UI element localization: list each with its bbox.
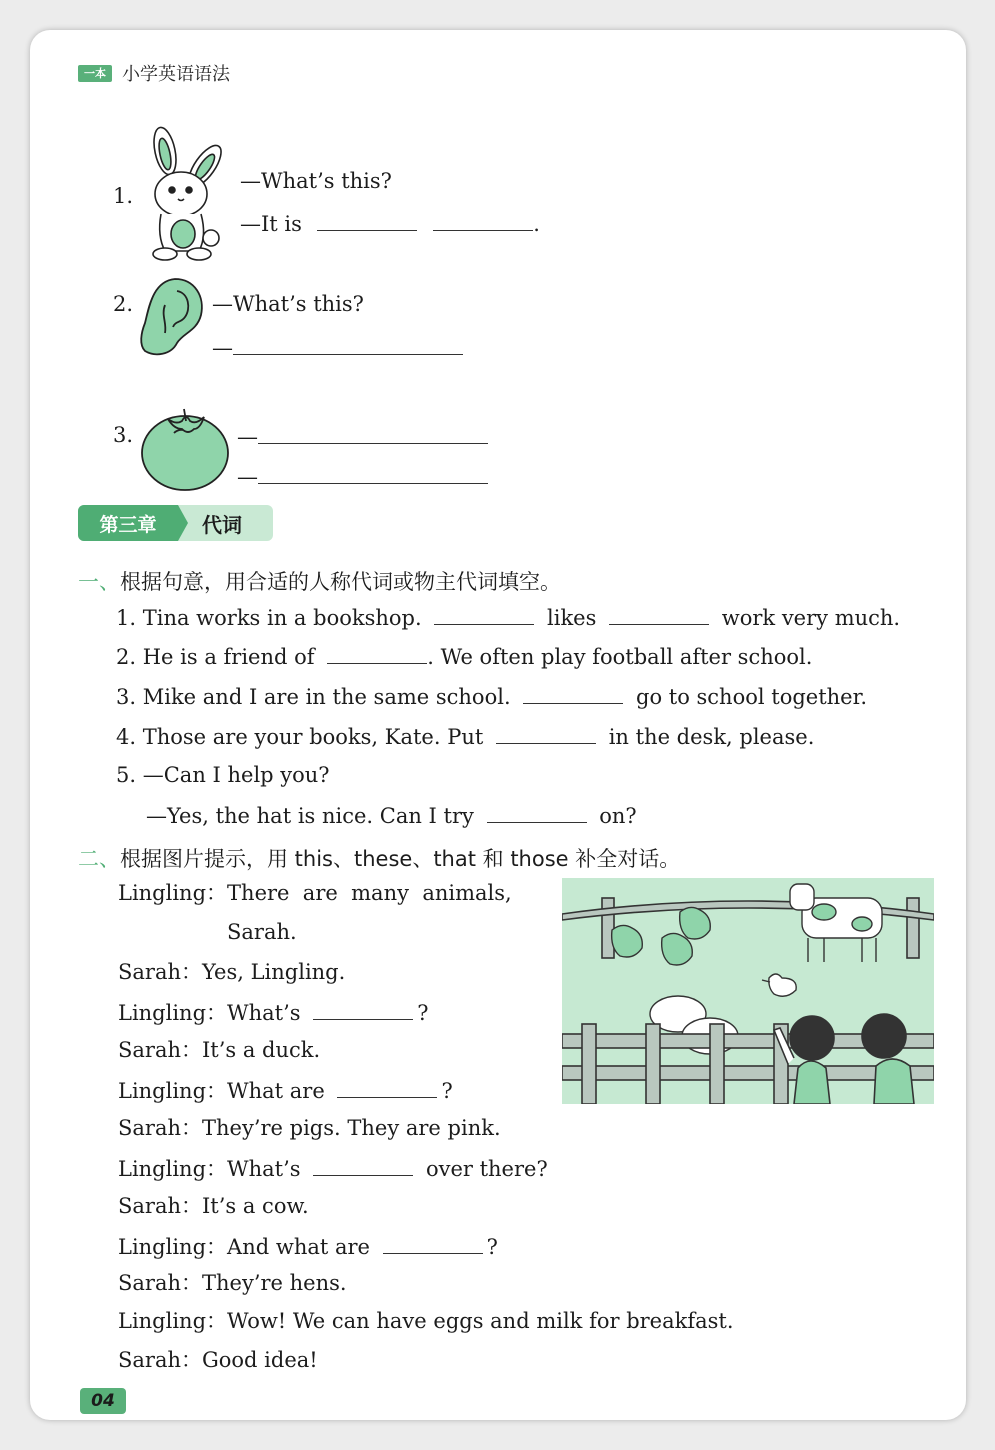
answer-line bbox=[237, 425, 488, 448]
exercise-item bbox=[116, 685, 867, 708]
section-title: 根据句意，用合适的人称代词或物主代词填空。 bbox=[120, 570, 561, 594]
answer-line bbox=[212, 336, 463, 359]
answer-blank[interactable] bbox=[496, 725, 596, 744]
dialogue-text: ? bbox=[417, 1001, 429, 1025]
question-number: 1. bbox=[113, 184, 134, 208]
answer-blank[interactable] bbox=[313, 1001, 413, 1020]
speaker-name: Lingling bbox=[118, 1157, 207, 1181]
item-number: 2. bbox=[116, 645, 137, 669]
dialogue-line bbox=[118, 1350, 318, 1371]
exercise-item bbox=[116, 725, 814, 748]
speaker-name: Lingling bbox=[118, 1309, 207, 1333]
answer-line bbox=[237, 465, 488, 488]
speaker-separator: ： bbox=[181, 1116, 202, 1140]
answer-blank[interactable] bbox=[383, 1235, 483, 1254]
line-prefix: — bbox=[237, 425, 258, 449]
exercise-item bbox=[146, 804, 637, 827]
answer-line bbox=[240, 212, 540, 235]
item-number: 5. bbox=[116, 763, 137, 787]
section-heading bbox=[78, 843, 680, 873]
item-number: 1. bbox=[116, 606, 137, 630]
tomato-illustration bbox=[138, 405, 232, 493]
dialogue-text: What’s bbox=[227, 1001, 301, 1025]
dialogue-text: They’re pigs. They are pink. bbox=[202, 1116, 501, 1140]
item-text: likes bbox=[547, 606, 597, 630]
answer-blank[interactable] bbox=[487, 804, 587, 823]
item-text: He is a friend of bbox=[142, 645, 315, 669]
dialogue-text: ? bbox=[441, 1079, 453, 1103]
chapter-tag: 第三章 bbox=[78, 505, 178, 541]
dialogue-line bbox=[118, 1273, 347, 1294]
item-text: Those are your books, Kate. Put bbox=[142, 725, 484, 749]
speaker-name: Sarah bbox=[118, 1038, 181, 1062]
answer-blank[interactable] bbox=[523, 685, 623, 704]
line-prefix: —It is bbox=[240, 212, 302, 236]
section-title: 根据图片提示，用 this、these、that 和 those 补全对话。 bbox=[120, 847, 681, 871]
dialogue-text: And what are bbox=[227, 1235, 370, 1259]
exercise-item bbox=[116, 645, 812, 668]
speaker-name: Sarah bbox=[118, 1271, 181, 1295]
dialogue-line bbox=[118, 1157, 548, 1180]
exercise-item bbox=[116, 606, 900, 629]
speaker-name: Sarah bbox=[118, 1116, 181, 1140]
dialogue-text: It’s a duck. bbox=[202, 1038, 321, 1062]
dialogue-text: What’s bbox=[227, 1157, 301, 1181]
speaker-name: Sarah bbox=[118, 1194, 181, 1218]
speaker-name: Lingling bbox=[118, 1079, 207, 1103]
speaker-separator: ： bbox=[206, 1079, 228, 1103]
book-title: 小学英语语法 bbox=[122, 64, 230, 85]
item-number: 4. bbox=[116, 725, 137, 749]
speaker-name: Lingling bbox=[118, 1235, 207, 1259]
speaker-separator: ： bbox=[206, 1235, 228, 1259]
line-suffix: . bbox=[533, 212, 540, 236]
answer-blank[interactable] bbox=[233, 336, 463, 355]
item-text: Tina works in a bookshop. bbox=[142, 606, 422, 630]
answer-blank[interactable] bbox=[433, 212, 533, 231]
speaker-name: Lingling bbox=[118, 1001, 207, 1025]
dialogue-text: What are bbox=[227, 1079, 325, 1103]
item-text: work very much. bbox=[721, 606, 901, 630]
dialogue-line: —What’s this? bbox=[240, 169, 392, 193]
chapter-name: 代词 bbox=[202, 512, 242, 537]
speaker-separator: ： bbox=[181, 1038, 202, 1062]
answer-blank[interactable] bbox=[434, 606, 534, 625]
answer-blank[interactable] bbox=[327, 645, 427, 664]
answer-blank[interactable] bbox=[609, 606, 709, 625]
dialogue-line bbox=[118, 883, 512, 904]
exercise-item bbox=[116, 765, 330, 786]
dialogue-line bbox=[118, 1118, 501, 1139]
item-text: Mike and I are in the same school. bbox=[142, 685, 511, 709]
dialogue-text: Wow! We can have eggs and milk for breakfast. bbox=[227, 1309, 734, 1333]
dialogue-text: Yes, Lingling. bbox=[202, 960, 346, 984]
speaker-separator: ： bbox=[181, 1194, 202, 1218]
item-text: . We often play football after school. bbox=[427, 645, 813, 669]
speaker-separator: ： bbox=[181, 1271, 202, 1295]
dialogue-line bbox=[118, 1196, 309, 1217]
dialogue-text: It’s a cow. bbox=[202, 1194, 309, 1218]
dialogue-line bbox=[118, 962, 345, 983]
speaker-separator: ： bbox=[181, 960, 202, 984]
line-prefix: — bbox=[237, 465, 258, 489]
answer-blank[interactable] bbox=[317, 212, 417, 231]
dialogue-line-continued: Sarah. bbox=[227, 920, 297, 944]
section-heading bbox=[78, 566, 561, 596]
brand-logo: 一本 bbox=[78, 65, 112, 82]
question-number: 3. bbox=[113, 423, 134, 447]
rabbit-illustration bbox=[143, 126, 233, 264]
speaker-name: Lingling bbox=[118, 881, 207, 905]
farm-illustration bbox=[562, 878, 934, 1104]
dialogue-text: They’re hens. bbox=[202, 1271, 347, 1295]
dialogue-line bbox=[118, 1311, 734, 1332]
item-text: —Yes, the hat is nice. Can I try bbox=[146, 804, 474, 828]
dialogue-text: There are many animals, bbox=[227, 881, 512, 905]
question-number: 2. bbox=[113, 292, 134, 316]
dialogue-line bbox=[118, 1079, 453, 1102]
chapter-arrow-icon bbox=[178, 505, 188, 541]
speaker-separator: ： bbox=[206, 1157, 228, 1181]
dialogue-text: ? bbox=[486, 1235, 498, 1259]
speaker-name: Sarah bbox=[118, 960, 181, 984]
line-prefix: — bbox=[212, 336, 233, 360]
chapter-banner bbox=[78, 505, 273, 541]
speaker-name: Sarah bbox=[118, 1348, 181, 1372]
dialogue-line bbox=[118, 1040, 320, 1061]
section-number: 一、 bbox=[78, 570, 120, 594]
dialogue-line bbox=[118, 1001, 429, 1024]
ear-illustration bbox=[135, 275, 207, 360]
item-number: 3. bbox=[116, 685, 137, 709]
dialogue-line: —What’s this? bbox=[212, 292, 364, 316]
page-number: 04 bbox=[80, 1388, 126, 1414]
answer-blank[interactable] bbox=[258, 425, 488, 444]
answer-blank[interactable] bbox=[337, 1079, 437, 1098]
speaker-separator: ： bbox=[206, 1309, 228, 1333]
section-number: 二、 bbox=[78, 847, 120, 871]
dialogue-text: over there? bbox=[425, 1157, 548, 1181]
speaker-separator: ： bbox=[206, 881, 228, 905]
page-header bbox=[78, 60, 230, 86]
answer-blank[interactable] bbox=[313, 1157, 413, 1176]
item-text: on? bbox=[599, 804, 637, 828]
answer-blank[interactable] bbox=[258, 465, 488, 484]
item-text: —Can I help you? bbox=[142, 763, 330, 787]
item-text: in the desk, please. bbox=[608, 725, 815, 749]
dialogue-text: Good idea! bbox=[202, 1348, 318, 1372]
dialogue-line bbox=[118, 1235, 498, 1258]
item-text: go to school together. bbox=[636, 685, 868, 709]
speaker-separator: ： bbox=[181, 1348, 202, 1372]
speaker-separator: ： bbox=[206, 1001, 228, 1025]
